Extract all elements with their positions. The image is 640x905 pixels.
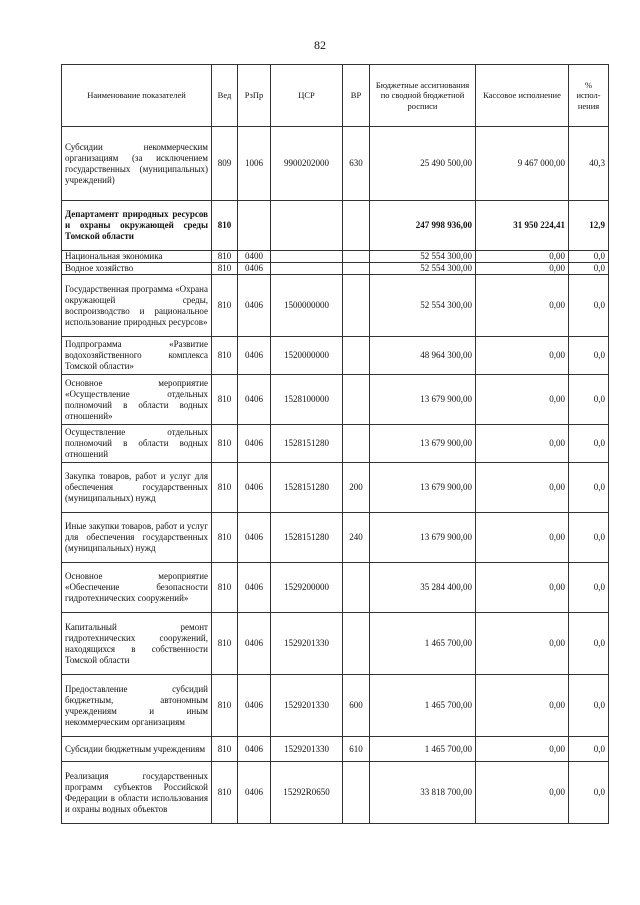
row-percent: 0,0	[569, 275, 609, 337]
row-budget: 1 465 700,00	[370, 675, 476, 737]
row-budget: 1 465 700,00	[370, 613, 476, 675]
row-percent: 0,0	[569, 263, 609, 275]
row-ved: 810	[212, 425, 238, 463]
row-csr: 1520000000	[271, 337, 343, 375]
table-row	[62, 513, 609, 563]
table-row	[62, 563, 609, 613]
row-cash: 31 950 224,41	[476, 201, 569, 251]
row-vr: 600	[343, 675, 370, 737]
row-vr	[343, 275, 370, 337]
row-rzpr: 0406	[238, 737, 271, 762]
row-ved: 810	[212, 463, 238, 513]
row-rzpr	[238, 201, 271, 251]
row-ved: 809	[212, 127, 238, 201]
row-csr	[271, 263, 343, 275]
row-budget: 13 679 900,00	[370, 513, 476, 563]
row-ved: 810	[212, 513, 238, 563]
row-percent: 40,3	[569, 127, 609, 201]
row-budget: 13 679 900,00	[370, 425, 476, 463]
header-cash: Кассовое исполнение	[476, 65, 569, 127]
table-row	[62, 263, 609, 275]
row-percent: 0,0	[569, 675, 609, 737]
row-name: Государственная программа «Охрана окружающей среды, воспроизводство и рациональное использование природных ресурсов»	[62, 275, 212, 337]
row-rzpr: 0400	[238, 251, 271, 263]
table-row	[62, 737, 609, 762]
table-row	[62, 375, 609, 425]
header-vr: ВР	[343, 65, 370, 127]
row-vr: 200	[343, 463, 370, 513]
header-ved: Вед	[212, 65, 238, 127]
row-name: Предоставление субсидий бюджетным, автономным учреждениям и иным некоммерческим организациям	[62, 675, 212, 737]
row-ved: 810	[212, 375, 238, 425]
row-name: Департамент природных ресурсов и охраны окружающей среды Томской области	[62, 201, 212, 251]
row-rzpr: 0406	[238, 263, 271, 275]
row-ved: 810	[212, 275, 238, 337]
row-budget: 25 490 500,00	[370, 127, 476, 201]
row-name: Подпрограмма «Развитие водохозяйственного комплекса Томской области»	[62, 337, 212, 375]
budget-execution-table	[61, 64, 609, 824]
row-vr: 630	[343, 127, 370, 201]
row-csr: 1529201330	[271, 613, 343, 675]
row-csr: 1529200000	[271, 563, 343, 613]
header-name: Наименование показателей	[62, 65, 212, 127]
row-cash: 0,00	[476, 762, 569, 824]
table-header-row	[62, 65, 609, 127]
row-name: Иные закупки товаров, работ и услуг для обеспечения государственных (муниципальных) нужд	[62, 513, 212, 563]
row-csr: 1528151280	[271, 463, 343, 513]
row-cash: 0,00	[476, 675, 569, 737]
row-cash: 0,00	[476, 425, 569, 463]
row-rzpr: 0406	[238, 337, 271, 375]
row-name: Основное мероприятие «Осуществление отдельных полномочий в области водных отношений»	[62, 375, 212, 425]
row-name: Субсидии некоммерческим организациям (за исключением государственных (муниципальных) учреждений)	[62, 127, 212, 201]
row-percent: 0,0	[569, 251, 609, 263]
table-row	[62, 613, 609, 675]
row-budget: 48 964 300,00	[370, 337, 476, 375]
row-vr	[343, 251, 370, 263]
row-vr	[343, 337, 370, 375]
row-cash: 0,00	[476, 463, 569, 513]
table-row	[62, 201, 609, 251]
row-cash: 0,00	[476, 613, 569, 675]
row-budget: 52 554 300,00	[370, 275, 476, 337]
row-csr: 1528151280	[271, 425, 343, 463]
row-vr	[343, 201, 370, 251]
row-ved: 810	[212, 675, 238, 737]
row-name: Осуществление отдельных полномочий в области водных отношений	[62, 425, 212, 463]
row-name: Субсидии бюджетным учреждениям	[62, 737, 212, 762]
row-cash: 0,00	[476, 275, 569, 337]
row-csr: 9900202000	[271, 127, 343, 201]
row-csr: 1529201330	[271, 675, 343, 737]
row-csr	[271, 201, 343, 251]
row-percent: 0,0	[569, 563, 609, 613]
row-csr	[271, 251, 343, 263]
row-vr	[343, 613, 370, 675]
row-cash: 0,00	[476, 563, 569, 613]
page-number: 82	[314, 38, 326, 52]
row-cash: 0,00	[476, 337, 569, 375]
row-percent: 0,0	[569, 737, 609, 762]
table-row	[62, 675, 609, 737]
row-vr	[343, 375, 370, 425]
row-csr: 1528151280	[271, 513, 343, 563]
row-ved: 810	[212, 737, 238, 762]
row-budget: 13 679 900,00	[370, 375, 476, 425]
row-rzpr: 1006	[238, 127, 271, 201]
header-rzpr: РзПр	[238, 65, 271, 127]
row-name: Водное хозяйство	[62, 263, 212, 275]
row-cash: 0,00	[476, 263, 569, 275]
row-rzpr: 0406	[238, 563, 271, 613]
row-percent: 0,0	[569, 337, 609, 375]
row-name: Капитальный ремонт гидротехнических сооружений, находящихся в собственности Томской области	[62, 613, 212, 675]
row-vr: 240	[343, 513, 370, 563]
row-budget: 13 679 900,00	[370, 463, 476, 513]
row-rzpr: 0406	[238, 613, 271, 675]
row-csr: 15292R0650	[271, 762, 343, 824]
row-name: Национальная экономика	[62, 251, 212, 263]
row-budget: 1 465 700,00	[370, 737, 476, 762]
row-vr: 610	[343, 737, 370, 762]
row-csr: 1500000000	[271, 275, 343, 337]
row-ved: 810	[212, 251, 238, 263]
row-budget: 52 554 300,00	[370, 251, 476, 263]
row-ved: 810	[212, 263, 238, 275]
row-cash: 0,00	[476, 737, 569, 762]
row-rzpr: 0406	[238, 675, 271, 737]
row-vr	[343, 425, 370, 463]
row-rzpr: 0406	[238, 375, 271, 425]
row-rzpr: 0406	[238, 425, 271, 463]
row-ved: 810	[212, 201, 238, 251]
table-row	[62, 275, 609, 337]
row-percent: 0,0	[569, 513, 609, 563]
row-ved: 810	[212, 762, 238, 824]
row-budget: 35 284 400,00	[370, 563, 476, 613]
header-budget: Бюджетные ассигнования по сводной бюджетной росписи	[370, 65, 476, 127]
row-cash: 0,00	[476, 251, 569, 263]
row-ved: 810	[212, 613, 238, 675]
row-percent: 0,0	[569, 613, 609, 675]
row-ved: 810	[212, 563, 238, 613]
row-rzpr: 0406	[238, 513, 271, 563]
row-ved: 810	[212, 337, 238, 375]
row-budget: 247 998 936,00	[370, 201, 476, 251]
table-row	[62, 762, 609, 824]
row-vr	[343, 563, 370, 613]
table-row	[62, 463, 609, 513]
row-rzpr: 0406	[238, 275, 271, 337]
row-cash: 9 467 000,00	[476, 127, 569, 201]
row-csr: 1529201330	[271, 737, 343, 762]
row-cash: 0,00	[476, 513, 569, 563]
row-name: Реализация государственных программ субъектов Российской Федерации в области использования и охраны водных объектов	[62, 762, 212, 824]
row-vr	[343, 263, 370, 275]
row-name: Основное мероприятие «Обеспечение безопасности гидротехнических сооружений»	[62, 563, 212, 613]
row-budget: 52 554 300,00	[370, 263, 476, 275]
row-percent: 0,0	[569, 762, 609, 824]
row-cash: 0,00	[476, 375, 569, 425]
row-vr	[343, 762, 370, 824]
row-percent: 0,0	[569, 463, 609, 513]
table-row	[62, 127, 609, 201]
row-rzpr: 0406	[238, 463, 271, 513]
row-rzpr: 0406	[238, 762, 271, 824]
table-row	[62, 425, 609, 463]
table-row	[62, 337, 609, 375]
row-percent: 12,9	[569, 201, 609, 251]
row-name: Закупка товаров, работ и услуг для обеспечения государственных (муниципальных) нужд	[62, 463, 212, 513]
table-row	[62, 251, 609, 263]
header-csr: ЦСР	[271, 65, 343, 127]
row-percent: 0,0	[569, 375, 609, 425]
header-percent: % испол-нения	[569, 65, 609, 127]
row-csr: 1528100000	[271, 375, 343, 425]
row-budget: 33 818 700,00	[370, 762, 476, 824]
row-percent: 0,0	[569, 425, 609, 463]
